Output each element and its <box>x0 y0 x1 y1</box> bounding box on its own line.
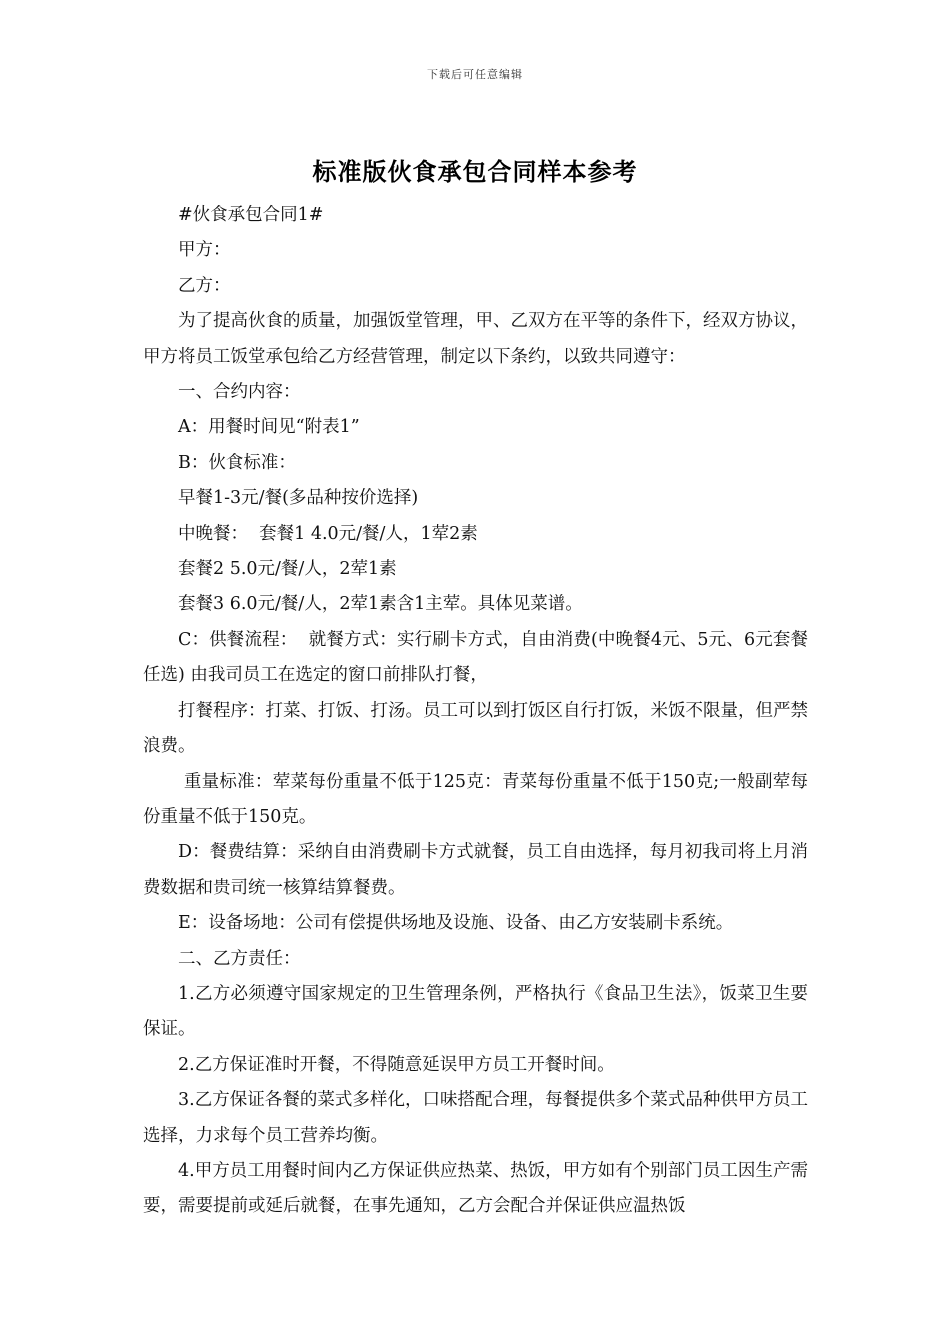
serving-procedure-paragraph: 打餐程序：打菜、打饭、打汤。员工可以到打饭区自行打饭，米饭不限量，但严禁浪费。 <box>143 700 808 757</box>
contract-heading: #伙食承包合同1# <box>178 205 324 225</box>
set-meal-2-line: 套餐2 5.0元/餐/人，2荤1素 <box>178 559 397 580</box>
set-meal-3-line: 套餐3 6.0元/餐/人，2荤1素含1主荤。具体见菜谱。 <box>178 594 583 615</box>
clause-b-heading: B：伙食标准： <box>178 452 296 473</box>
section-heading-contents: 一、合约内容： <box>178 382 301 403</box>
clause-e-paragraph: E：设备场地：公司有偿提供场地及设施、设备、由乙方安装刷卡系统。 <box>178 913 734 934</box>
clause-c-paragraph: C：供餐流程： 就餐方式：实行刷卡方式，自由消费(中晚餐4元、5元、6元套餐任选) 由我司员工在选定的窗口前排队打餐， <box>143 629 808 686</box>
preamble-paragraph: 为了提高伙食的质量，加强饭堂管理，甲、乙双方在平等的条件下，经双方协议，甲方将员工饭堂承包给乙方经营管理，制定以下条约，以致共同遵守： <box>143 311 808 367</box>
breakfast-line: 早餐1-3元/餐(多品种按价选择) <box>178 488 419 509</box>
duty-item-3: 3.乙方保证各餐的菜式多样化，口味搭配合理，每餐提供多个菜式品种供甲方员工选择，力求每个员工营养均衡。 <box>143 1090 808 1146</box>
header-note: 下载后可任意编辑 <box>427 68 523 81</box>
duty-item-1: 1.乙方必须遵守国家规定的卫生管理条例，严格执行《食品卫生法》，饭菜卫生要保证。 <box>143 983 808 1040</box>
set-meal-1-line: 中晚餐： 套餐1 4.0元/餐/人，1荤2素 <box>178 523 478 544</box>
party-a-line: 甲方： <box>178 240 231 261</box>
party-b-line: 乙方： <box>178 275 231 296</box>
clause-d-paragraph: D：餐费结算：采纳自由消费刷卡方式就餐，员工自由选择，每月初我司将上月消费数据和贵司统一核算结算餐费。 <box>143 842 808 898</box>
document-body <box>143 198 808 1225</box>
duty-item-2: 2.乙方保证准时开餐，不得随意延误甲方员工开餐时间。 <box>178 1054 615 1075</box>
clause-a: A：用餐时间见“附表1” <box>178 417 360 438</box>
duty-item-4: 4.甲方员工用餐时间内乙方保证供应热菜、热饭，甲方如有个别部门员工因生产需要，需要提前或延后就餐，在事先通知，乙方会配合并保证供应温热饭 <box>143 1160 808 1217</box>
document-title: 标准版伙食承包合同样本参考 <box>312 157 638 186</box>
weight-standard-paragraph: 重量标准：荤菜每份重量不低于125克：青菜每份重量不低于150克;一般副荤每份重量不低于150克。 <box>143 771 808 827</box>
section-heading-party-b-duties: 二、乙方责任： <box>178 948 301 969</box>
